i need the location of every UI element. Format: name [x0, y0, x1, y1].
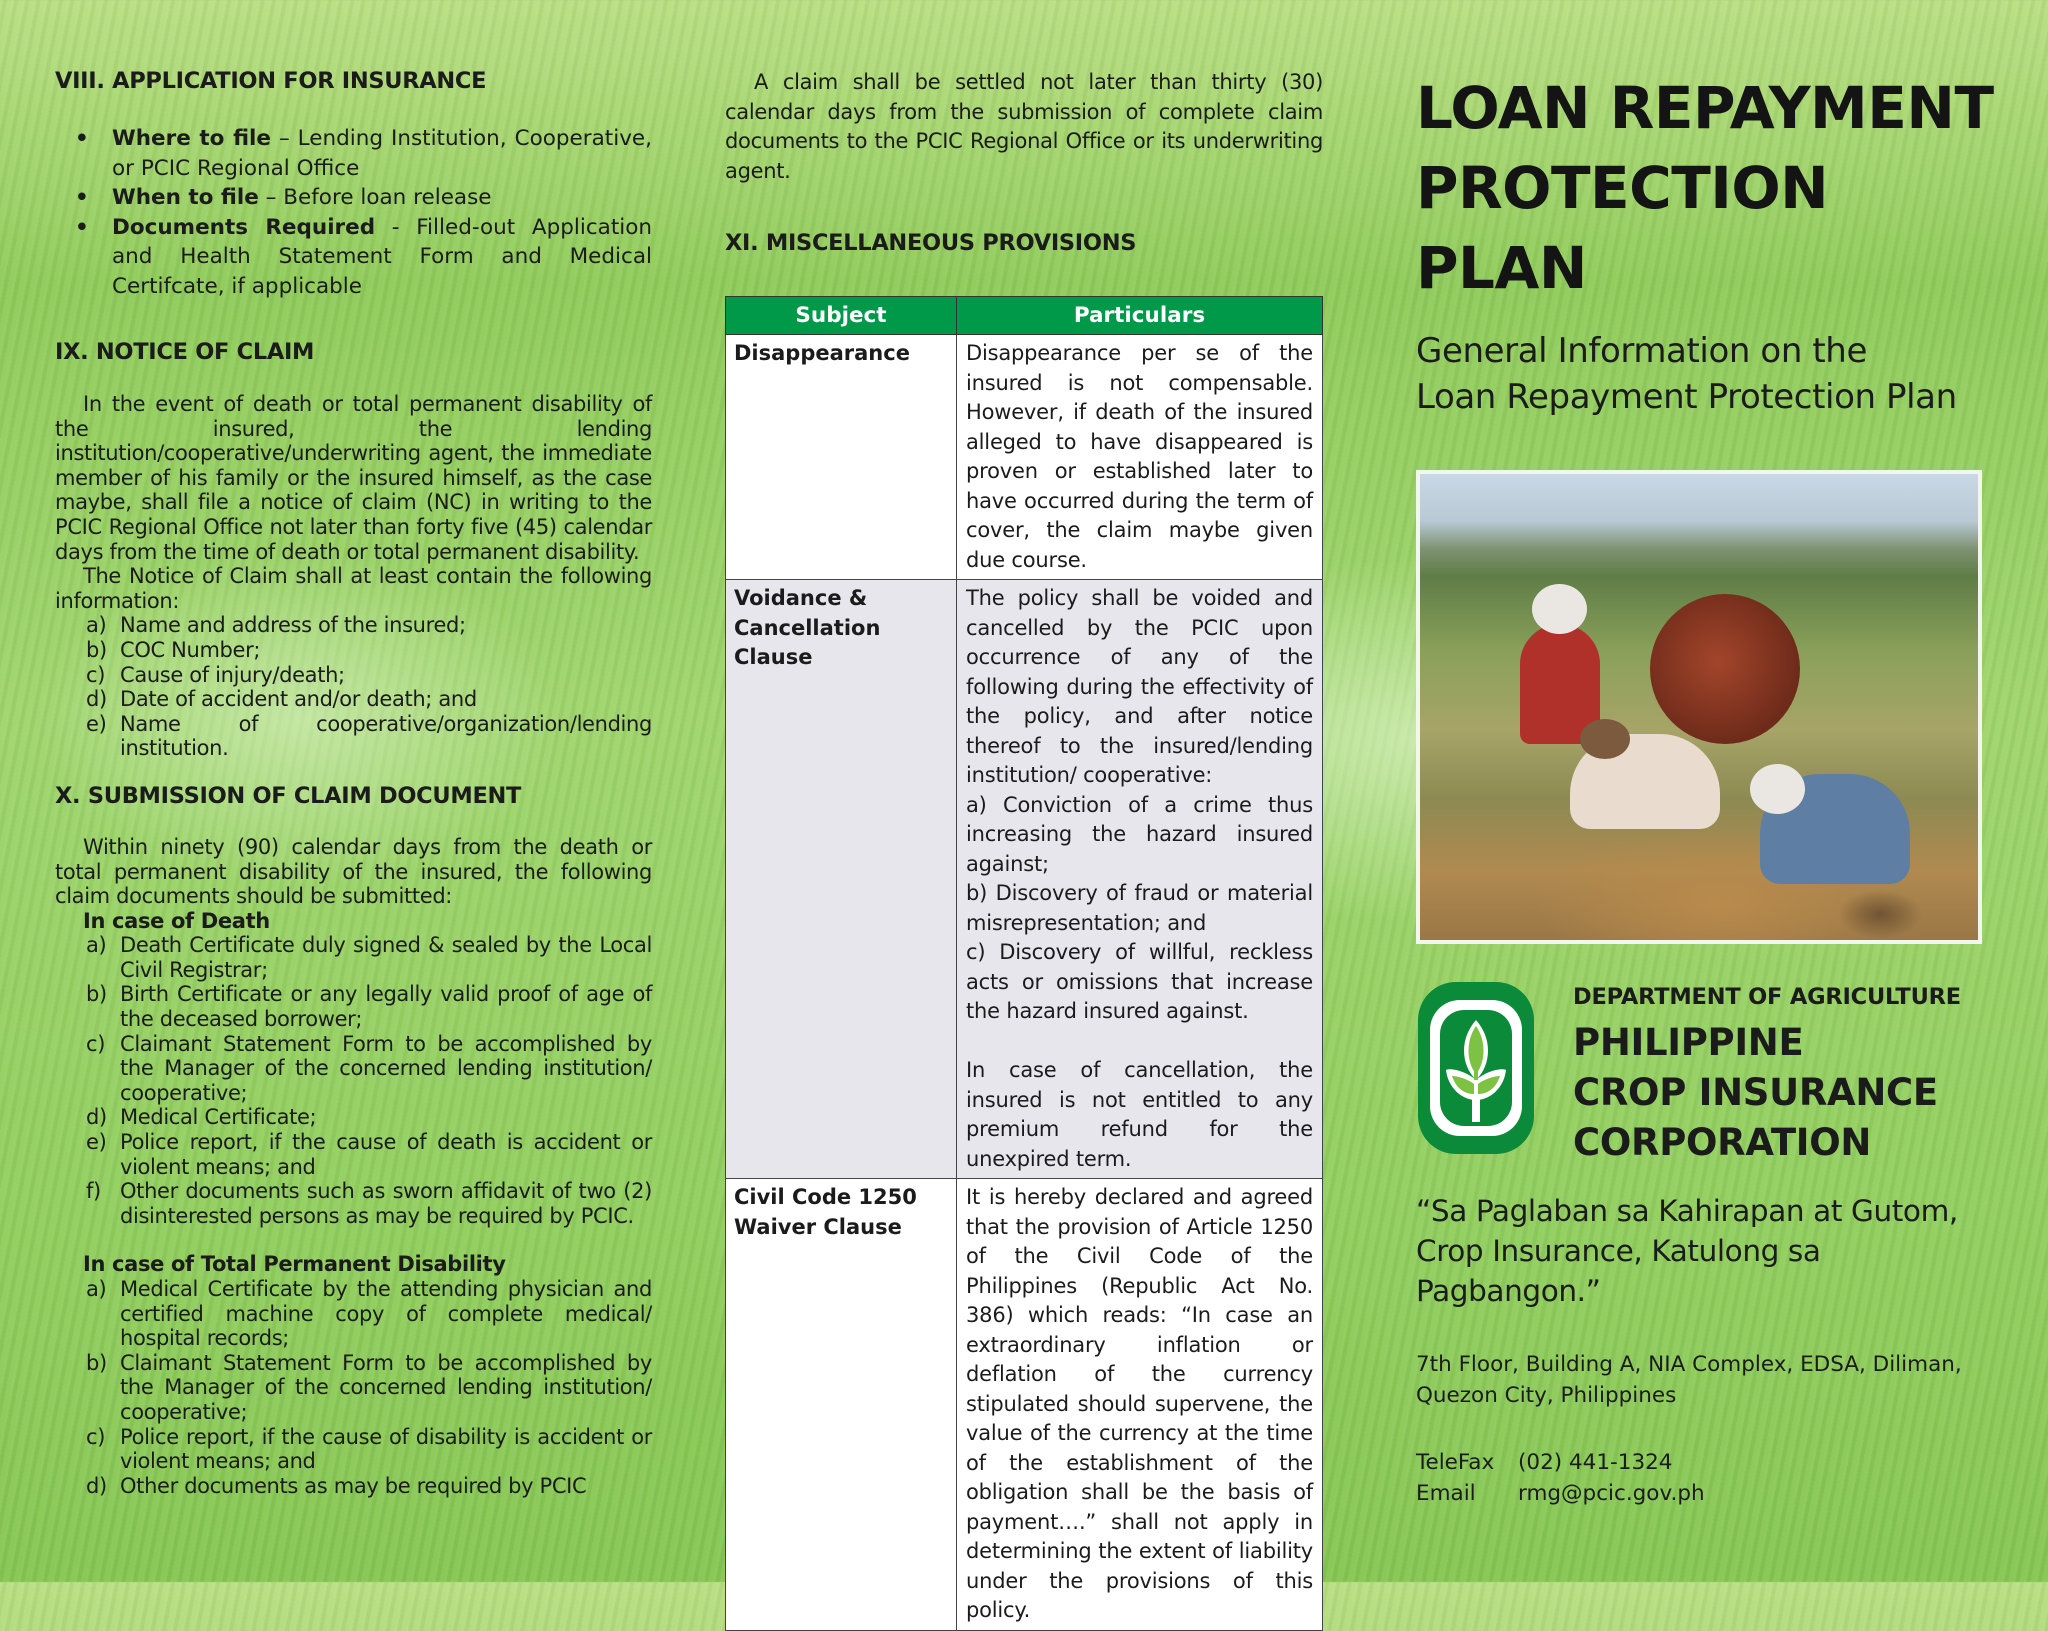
- item-marker: d): [86, 687, 107, 712]
- left-column: [55, 68, 652, 1498]
- farmers-threshing-photo: [1416, 470, 1982, 944]
- item-text: – Before loan release: [258, 185, 492, 210]
- contact-label: TeleFax: [1416, 1450, 1495, 1475]
- tagline-line: “Sa Paglaban sa Kahirapan at Gutom,: [1416, 1194, 1958, 1228]
- farmer-head: [1750, 764, 1805, 814]
- column-header-subject: Subject: [726, 297, 957, 335]
- title-line: LOAN REPAYMENT: [1416, 74, 1994, 142]
- claim-settlement-paragraph: A claim shall be settled not later than thirty (30) calendar days from the submission of complete claim documents to the PCIC Regional Office or its underwriting agent.: [725, 70, 1323, 183]
- item-text: Death Certificate duly signed & sealed by the Local Civil Registrar;: [120, 933, 652, 982]
- list-item: [55, 1179, 652, 1228]
- contact-info: [1416, 1447, 2006, 1509]
- item-label: Where to file: [112, 126, 271, 151]
- tagline-line: Crop Insurance, Katulong sa Pagbangon.”: [1416, 1234, 1821, 1308]
- item-marker: d): [86, 1473, 107, 1498]
- list-item: [55, 687, 652, 712]
- notice-paragraph-1: In the event of death or total permanent disability of the insured, the lending institution/cooperative/underwriting agent, the immediate member of his family or the insured himself, as the case maybe, shall file a notice of claim (NC) in writing to the PCIC Regional Office not later than forty five (45) calendar days from the time of death or total permanent disability.: [55, 392, 652, 564]
- org-name-line: CROP INSURANCE: [1573, 1071, 1938, 1114]
- list-item: [55, 1032, 652, 1106]
- item-marker: b): [86, 982, 107, 1007]
- item-text: Other documents as may be required by PCIC: [120, 1473, 587, 1498]
- page-title: [1416, 68, 2006, 308]
- list-item: [55, 1474, 652, 1499]
- item-label: When to file: [112, 185, 259, 210]
- address: [1416, 1349, 2006, 1411]
- item-text: - Filled-out Application and Health Statement Form and Medical Certifcate, if applicable: [112, 214, 653, 299]
- particulars-text: b) Discovery of fraud or material misrepresentation; and: [966, 881, 1313, 935]
- item-marker: e): [86, 1130, 107, 1155]
- item-text: Police report, if the cause of death is accident or violent means; and: [120, 1130, 652, 1179]
- item-text: Claimant Statement Form to be accomplished by the Manager of the concerned lending institution/ cooperative;: [120, 1031, 652, 1105]
- contact-label: Email: [1416, 1481, 1476, 1506]
- list-item: [55, 1425, 652, 1474]
- telefax-value: (02) 441-1324: [1518, 1450, 1673, 1475]
- list-item: [55, 1130, 652, 1179]
- title-line: PROTECTION: [1416, 154, 1829, 222]
- tpd-documents-list: [55, 1277, 652, 1498]
- notice-contents-list: [55, 613, 652, 761]
- list-item: [55, 613, 652, 638]
- item-marker: f): [86, 1179, 101, 1204]
- item-marker: b): [86, 1350, 107, 1375]
- list-item: [55, 982, 652, 1031]
- column-header-particulars: Particulars: [957, 297, 1323, 335]
- particulars-cell: [957, 1179, 1323, 1631]
- department-name: DEPARTMENT OF AGRICULTURE: [1573, 984, 1961, 1010]
- list-item: [55, 712, 652, 761]
- particulars-text: a) Conviction of a crime thus increasing the hazard insured against;: [966, 792, 1313, 876]
- contact-row-email: [1416, 1478, 2006, 1509]
- list-item: [55, 663, 652, 688]
- item-marker: a): [86, 933, 107, 958]
- item-text: Name and address of the insured;: [120, 613, 466, 638]
- particulars-text: It is hereby declared and agreed that the provision of Article 1250 of the Civil Code of the Philippines (Republic Act No. 386) which reads: “In case an extraordinary inflation or deflation of the currency stipulated should supervene, the value of the currency at the time of the establishment of the obligation shall be the basis of payment….” shall not apply in determining the extent of liability under the provisions of this policy.: [966, 1185, 1313, 1622]
- subtitle-line: Loan Repayment Protection Plan: [1416, 377, 1957, 417]
- item-text: COC Number;: [120, 637, 261, 662]
- item-text: Other documents such as sworn affidavit of two (2) disinterested persons as may be required by PCIC.: [120, 1179, 652, 1228]
- email-link[interactable]: rmg@pcic.gov.ph: [1518, 1481, 1705, 1506]
- particulars-text: c) Discovery of willful, reckless acts or omissions that increase the hazard insured against.: [966, 940, 1313, 1023]
- death-documents-list: [55, 933, 652, 1228]
- list-item: [55, 213, 652, 302]
- list-item: [55, 124, 652, 183]
- subtitle-line: General Information on the: [1416, 331, 1867, 371]
- application-list: [55, 124, 652, 301]
- list-item: [55, 1277, 652, 1351]
- item-marker: c): [86, 1424, 106, 1449]
- section-heading-claim-documents: X. SUBMISSION OF CLAIM DOCUMENT: [55, 782, 522, 809]
- farmer-head: [1580, 719, 1630, 759]
- item-text: Police report, if the cause of disability is accident or violent means; and: [120, 1424, 652, 1474]
- table-row: [726, 1179, 1323, 1631]
- address-line: Quezon City, Philippines: [1416, 1383, 1677, 1408]
- item-text: Date of accident and/or death; and: [120, 687, 477, 712]
- table-row: [726, 335, 1323, 580]
- page-subtitle: [1416, 328, 2006, 420]
- right-column: [1416, 68, 2006, 1509]
- pcic-leaf-logo-icon: [1416, 980, 1536, 1156]
- provisions-table: [725, 296, 1323, 1631]
- org-name-line: PHILIPPINE: [1573, 1021, 1804, 1064]
- particulars-cell: [957, 580, 1323, 1179]
- middle-column: [725, 68, 1323, 1631]
- organization-block: [1416, 980, 2006, 1165]
- item-label: Documents Required: [112, 214, 376, 240]
- item-marker: a): [86, 613, 107, 638]
- item-marker: b): [86, 637, 107, 662]
- item-text: – Lending Institution, Cooperative, or PCIC Regional Office: [112, 126, 652, 181]
- subject-cell: Civil Code 1250 Waiver Clause: [726, 1179, 957, 1631]
- item-marker: e): [86, 711, 107, 736]
- title-line: PLAN: [1416, 234, 1587, 302]
- list-item: [55, 183, 652, 213]
- list-item: [55, 1351, 652, 1425]
- particulars-cell: [957, 335, 1323, 580]
- death-subheading: In case of Death: [83, 908, 270, 933]
- item-text: Cause of injury/death;: [120, 662, 345, 687]
- item-marker: d): [86, 1105, 107, 1130]
- list-item: [55, 638, 652, 663]
- section-heading-application: VIII. APPLICATION FOR INSURANCE: [55, 68, 487, 94]
- claim-documents-paragraph: Within ninety (90) calendar days from the death or total permanent disability of the insured, the following claim documents should be submitted:: [55, 834, 652, 909]
- list-item: [55, 933, 652, 982]
- item-text: Claimant Statement Form to be accomplished by the Manager of the concerned lending institution/ cooperative;: [120, 1350, 652, 1424]
- item-marker: a): [86, 1277, 107, 1301]
- thresher-shape: [1650, 594, 1800, 744]
- section-heading-notice-of-claim: IX. NOTICE OF CLAIM: [55, 339, 315, 365]
- org-name-line: CORPORATION: [1573, 1121, 1872, 1164]
- farmer-head: [1532, 584, 1587, 634]
- subject-cell: Voidance & Cancellation Clause: [726, 580, 957, 1179]
- list-item: [55, 1105, 652, 1130]
- notice-paragraph-2: The Notice of Claim shall at least contain the following information:: [55, 564, 652, 613]
- tpd-subheading: In case of Total Permanent Disability: [83, 1252, 506, 1277]
- item-text: Medical Certificate by the attending physician and certified machine copy of complete medical/ hospital records;: [120, 1277, 652, 1351]
- item-text: Birth Certificate or any legally valid proof of age of the deceased borrower;: [120, 982, 652, 1032]
- item-text: Name of cooperative/organization/lending institution.: [120, 711, 652, 761]
- section-heading-misc-provisions: XI. MISCELLANEOUS PROVISIONS: [725, 230, 1137, 256]
- particulars-text: In case of cancellation, the insured is not entitled to any premium refund for the unexpired term.: [966, 1058, 1313, 1171]
- item-marker: c): [86, 662, 106, 687]
- contact-row-telefax: [1416, 1447, 2006, 1478]
- item-text: Medical Certificate;: [120, 1105, 317, 1130]
- item-marker: c): [86, 1031, 106, 1056]
- subject-cell: Disappearance: [726, 335, 957, 580]
- address-line: 7th Floor, Building A, NIA Complex, EDSA, Diliman,: [1416, 1352, 1962, 1377]
- particulars-text: Disappearance per se of the insured is not compensable. However, if death of the insured alleged to have disappeared is proven or established later to have occurred during the term of cover, the claim maybe given due course.: [966, 341, 1313, 572]
- table-row: [726, 580, 1323, 1179]
- organization-name: [1573, 1018, 1973, 1168]
- table-header-row: [726, 297, 1323, 335]
- tagline: [1416, 1191, 2006, 1311]
- particulars-text: The policy shall be voided and cancelled by the PCIC upon occurrence of any of the following during the effectivity of the policy, and after notice thereof to the insured/lending institution/ cooperative:: [966, 586, 1313, 787]
